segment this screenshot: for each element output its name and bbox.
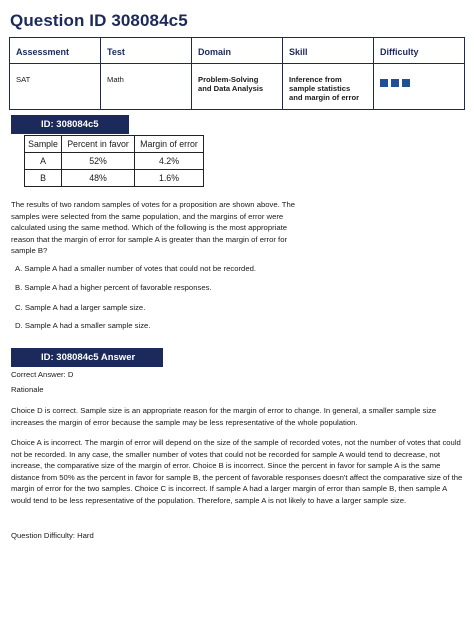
table-header: Margin of error	[135, 136, 204, 153]
table-row	[25, 153, 204, 170]
table-cell: B	[25, 170, 62, 187]
question-metadata-table	[9, 37, 465, 110]
difficulty-bars-icon	[380, 79, 464, 87]
sample-results-table	[24, 135, 204, 187]
table-cell: 48%	[62, 170, 135, 187]
assessment-header: Assessment	[10, 38, 101, 64]
difficulty-value	[374, 64, 465, 110]
question-difficulty: Question Difficulty: Hard	[11, 531, 94, 540]
test-header: Test	[101, 38, 192, 64]
assessment-value: SAT	[10, 64, 101, 110]
table-cell: 4.2%	[135, 153, 204, 170]
answer-option-c: C. Sample A had a larger sample size.	[15, 303, 146, 312]
answer-option-d: D. Sample A had a smaller sample size.	[15, 321, 151, 330]
difficulty-bar	[380, 79, 388, 87]
skill-value	[283, 64, 374, 110]
question-text: The results of two random samples of votes for a proposition are shown above. The samples were selected from the same population, and the margins of error were calculated using the same method. Which of the following is the most appropriate reason that the margin of error for sample A is greater than the margin of error for sample B?	[11, 200, 296, 256]
table-cell: 52%	[62, 153, 135, 170]
rationale-paragraph: Choice D is correct. Sample size is an appropriate reason for the margin of error to change. In general, a smaller sample size increases the margin of error because the sample may be less representative of the whole population.	[11, 406, 437, 427]
domain-line: Problem-Solving	[198, 75, 259, 84]
rationale-label: Rationale	[11, 385, 44, 394]
domain-line: and Data Analysis	[198, 84, 264, 93]
skill-line: Inference from	[289, 75, 342, 84]
test-value: Math	[101, 64, 192, 110]
domain-header: Domain	[192, 38, 283, 64]
answer-option-b: B. Sample A had a higher percent of favorable responses.	[15, 283, 212, 292]
table-cell: A	[25, 153, 62, 170]
skill-line: and margin of error	[289, 93, 360, 102]
answer-option-a: A. Sample A had a smaller number of votes that could not be recorded.	[15, 264, 257, 273]
table-header: Sample	[25, 136, 62, 153]
skill-header: Skill	[283, 38, 374, 64]
rationale-paragraph: Choice A is incorrect. The margin of error will depend on the size of the sample of recorded votes, not the number of votes that could not be recorded. In any case, the smaller number of votes that could not be recorded for sample A would tend to decrease, not increase, the comparative size of the margin of error. Choice B is incorrect. Since the percent in favor for sample A is the same distance from 50% as the percent in favor for sample B, the percent of favorable responses doesn't affect the comparative size of the margin of error for the two samples. Choice C is incorrect. If sample A had a larger margin of error than sample B, then sample A would tend to be less representative of the population. Therefore, sample A is not likely to have a larger sample size.	[11, 438, 463, 505]
question-id-banner: ID: 308084c5	[11, 115, 129, 134]
table-row	[25, 170, 204, 187]
page-title: Question ID 308084c5	[10, 11, 188, 30]
skill-line: sample statistics	[289, 84, 351, 93]
difficulty-bar	[391, 79, 399, 87]
answer-id-banner: ID: 308084c5 Answer	[11, 348, 163, 367]
correct-answer: Correct Answer: D	[11, 370, 74, 379]
domain-value	[192, 64, 283, 110]
table-header: Percent in favor	[62, 136, 135, 153]
difficulty-bar	[402, 79, 410, 87]
difficulty-header: Difficulty	[374, 38, 465, 64]
table-cell: 1.6%	[135, 170, 204, 187]
